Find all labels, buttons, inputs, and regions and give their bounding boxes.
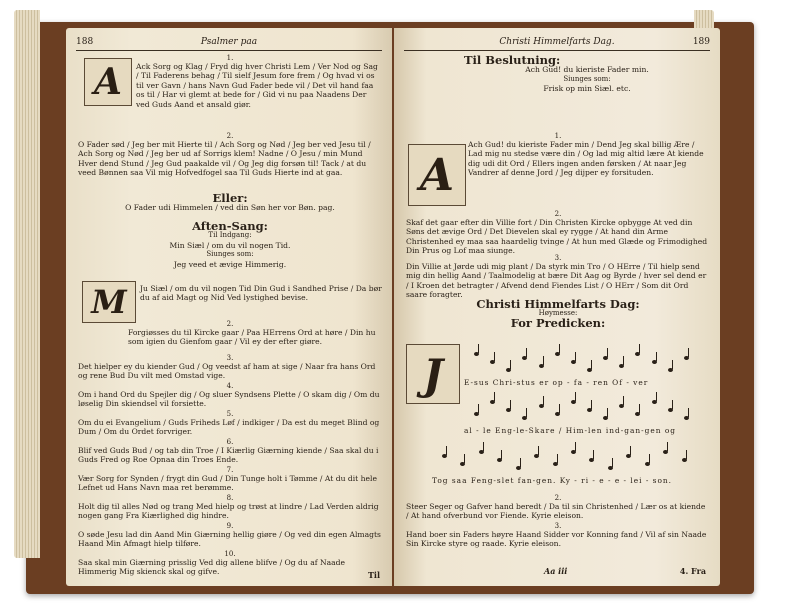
music-note	[668, 368, 673, 372]
aften-stanza-5: 5. Om du ei Evangelium / Guds Friheds Løf / indkiger / Da est du meget Blind og Dum / Om du Ordet forvriger.	[78, 410, 380, 437]
music-note	[534, 454, 539, 458]
left-header	[76, 36, 382, 51]
left-page	[66, 28, 392, 586]
note-stem	[464, 454, 465, 463]
music-note	[506, 408, 511, 412]
note-stem	[623, 356, 624, 365]
music-note	[539, 404, 544, 408]
music-note	[603, 356, 608, 360]
beslutning-section	[464, 53, 710, 94]
music-note	[619, 364, 624, 368]
lyrics-line-3: Tog saa Feng-slet fan-gen. Ky - ri - e - e - lei - son.	[432, 476, 673, 485]
feast-heading: Christi Himmelfarts Dag:	[476, 297, 640, 311]
closing-stanza-2: 2. Steer Seger og Gafver hand beredt / Da til sin Christenhed / Lær os at kiende / At hand ofverbund vor Fiende. Kyrie eleison.	[406, 494, 706, 521]
hoymesse-label: Høymesse:	[538, 309, 578, 318]
aften-stanza-4: 4. Om i hand Ord du Spejler dig / Og sluer Syndsens Plette / O skam dig / Om du løselig Din skiendsel vil forsiette.	[78, 382, 380, 409]
decorated-initial-a: A	[84, 58, 132, 106]
right-stanza-2: 2. Skaf det gaar efter din Villie fort / Din Christen Kircke opbygge At ved din Søns det ævige Ord / Det Dievelen skal ey rygge / At hand din Arme Christenhed ey maa saa haardelig tvinge / At hun med Glæde og Frimodighed Din Prus og Lof maa siunge.	[406, 210, 708, 256]
right-melody-line: Frisk op min Siæl. etc.	[543, 84, 631, 94]
music-note	[442, 454, 447, 458]
note-stem	[593, 450, 594, 459]
indgang-line: Min Siæl / om du vil nogen Tid.	[169, 240, 291, 250]
note-stem	[510, 400, 511, 409]
decorated-initial-j: J	[406, 344, 460, 404]
right-page	[394, 28, 720, 586]
note-stem	[510, 360, 511, 369]
music-note	[589, 458, 594, 462]
music-note	[603, 416, 608, 420]
music-note	[522, 356, 527, 360]
right-header	[404, 36, 710, 51]
aften-section-header	[78, 219, 382, 269]
music-note	[490, 400, 495, 404]
right-stanza-1: 1. Ach Gud! du kieriste Fader min / Dend Jeg skal billig Ære / Lad mig nu stedse være din / Og lad mig altid lære At kiende dig udi dit Ord / Ellers ingen anden førsken / At naar Jeg Vandrer af denne Jord / Jeg dijper ey forsituden.	[468, 132, 704, 178]
eller-heading: Eller:	[212, 191, 248, 205]
right-catchword: 4. Fra	[679, 566, 706, 576]
for-predicken-heading: For Predicken:	[510, 315, 606, 330]
left-catchword: Til	[367, 570, 380, 580]
music-note	[460, 462, 465, 466]
siunges-som-label: Siunges som:	[206, 250, 254, 259]
eller-section	[78, 191, 382, 213]
music-note	[555, 352, 560, 356]
music-note	[663, 450, 668, 454]
feast-section	[406, 297, 710, 330]
music-note	[619, 404, 624, 408]
music-note	[516, 466, 521, 470]
left-page-number: 188	[76, 37, 94, 47]
til-indgang-label: Til Indgang:	[208, 231, 252, 240]
music-note	[522, 416, 527, 420]
aften-stanza-10: 10. Saa skal min Giærning prisslig Ved dig allene blifve / Og du af Naade Himmerig Mig skienck skal og gifve.	[78, 550, 346, 577]
note-stem	[630, 446, 631, 455]
music-note	[571, 450, 576, 454]
left-running-title: Psalmer paa	[200, 37, 258, 47]
aften-stanza-3: 3. Det hielper ey du kiender Gud / Og veedst af ham at sige / Naar fra hans Ord og rene Bud Du vilt med Omstad vige.	[78, 354, 376, 381]
right-running-title: Christi Himmelfarts Dag.	[499, 37, 615, 47]
note-stem	[526, 408, 527, 417]
aften-stanza-2: 2. Forgiøsses du til Kircke gaar / Paa HErrens Ord at høre / Din hu som igien du Gienfom gaar / Vil ey der efter giøre.	[128, 320, 376, 347]
music-note	[587, 408, 592, 412]
aften-sang-heading: Aften-Sang:	[192, 219, 268, 233]
left-stanza-1: 1. Ack Sorg og Klag / Fryd dig hver Christi Lem / Ver Nod og Sag / Til Faderens behag / Til sielf Jesum fore frem / Og hvad vi os til ver Gavn / hans Navn Gud Fader bede vil / Det vil hand faa os til / Har vi glemt at bede for / Gid vi nu paa Naadens Der ved Guds Aand et ansald giør.	[136, 54, 378, 109]
aften-stanza-9: 9. O søde Jesu lad din Aand Min Giærning hellig giøre / Og ved din egen Almagts Haand Min Afmagt hielp tilføre.	[78, 522, 381, 549]
decorated-initial-m: M	[82, 281, 136, 323]
music-note	[587, 368, 592, 372]
music-note	[645, 462, 650, 466]
note-stem	[639, 404, 640, 413]
music-note	[668, 408, 673, 412]
music-note	[539, 364, 544, 368]
note-stem	[623, 396, 624, 405]
note-stem	[639, 344, 640, 353]
music-note	[497, 458, 502, 462]
right-page-number: 189	[692, 37, 710, 47]
music-note	[652, 360, 657, 364]
note-stem	[526, 348, 527, 357]
aften-stanza-8: 8. Holt dig til alles Nød og trang Med hielp og trøst at lindre / Lad Verden aldrig nogen gang Fra Kiærlighed dig hindre.	[78, 494, 379, 521]
til-beslutning-heading: Til Beslutning:	[464, 53, 561, 67]
music-note	[506, 368, 511, 372]
music-note	[635, 412, 640, 416]
signature-mark: Aa iii	[544, 566, 568, 576]
melody-line: Jeg veed et ævige Himmerig.	[173, 259, 287, 269]
music-note	[652, 400, 657, 404]
note-stem	[501, 450, 502, 459]
music-note	[571, 360, 576, 364]
music-note	[474, 412, 479, 416]
aften-stanza-6: 6. Blif ved Guds Bud / og tab din Troe / I Kiærlig Giærning kiende / Saa skal du i Guds Fred og Roe Opnaa din Troes Ende.	[78, 438, 379, 465]
music-note	[479, 450, 484, 454]
lyrics-line-1: E-sus Chri-stus er op - fa - ren Of - ver	[464, 378, 649, 387]
decorated-initial-a-right: A	[408, 144, 466, 206]
music-note	[684, 416, 689, 420]
music-note	[571, 400, 576, 404]
music-note	[555, 412, 560, 416]
beslutning-line: Ach Gud! du kieriste Fader min.	[525, 65, 649, 75]
right-siunges-som-label: Siunges som:	[563, 74, 611, 83]
left-stanza-2: 2. O Fader sød / Jeg ber mit Hierte til / Ach Sorg og Nød / Jeg ber ved Jesu til / Ach Sorg og Nød / Jeg ber ud af Sorrigs klem! Nadne / O Jesu / min Mund Hver dend Stund / Jeg Gud paakalde vil / Og Jeg dig forsøn til! Tack / at du veed Bønnen saa Vil mig Hofvedfogel saa Til Guds Hierte ind at gaa.	[78, 132, 371, 178]
aften-stanza-1: Ju Siæl / om du vil nogen Tid Din Gud i Sandhed Prise / Da bør du af aid Magt og Nid Ved lystighed bevise.	[140, 284, 382, 303]
music-note	[553, 462, 558, 466]
music-note	[474, 352, 479, 356]
music-note	[682, 458, 687, 462]
eller-line: O Fader udi Himmelen / ved din Søn her vor Bøn. pag.	[125, 203, 335, 213]
music-note	[626, 454, 631, 458]
left-page-edges	[14, 10, 40, 558]
music-note	[684, 356, 689, 360]
music-note	[608, 466, 613, 470]
aften-stanza-7: 7. Vær Sorg for Synden / frygt din Gud / Din Tunge holt i Tømme / At du dit hele Lefnet ud Hans Navn maa ret berømme.	[78, 466, 377, 493]
music-note	[635, 352, 640, 356]
closing-stanza-3: 3. Hand boer sin Faders høyre Haand Sidder vor Konning fand / Vil af sin Naade Sin Kircke styre og raade. Kyrie eleison.	[406, 522, 707, 549]
lyrics-line-2: al - le Eng-le-Skare / Him-len ind-gan-gen og	[464, 426, 677, 435]
music-note	[490, 360, 495, 364]
right-stanza-3: 3. Din Villie at Jørde udi mig plant / Da styrk min Tro / O HErre / Til hielp send mig din hellig Aand / Taalmodelig at bære Dit Aag og Byrde / hver sel dend er / I Kroen det betragter / Afvend dend Fiendes List / O HErr / Som dit Ord saare foragter.	[406, 254, 707, 300]
